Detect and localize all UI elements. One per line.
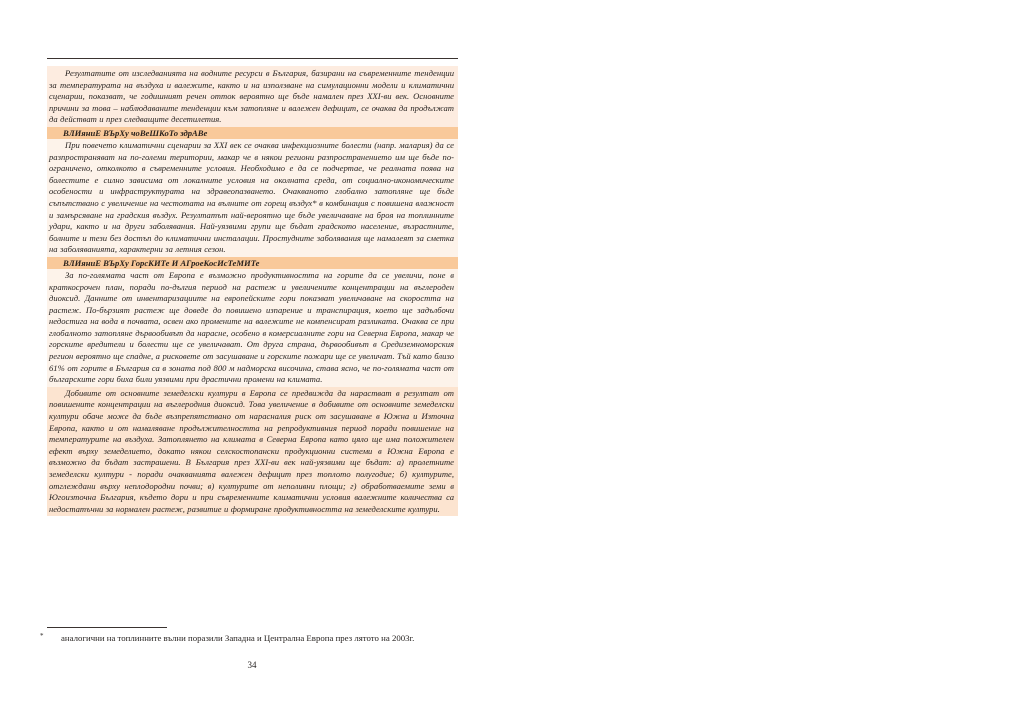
text-column bbox=[47, 66, 458, 516]
footnote-rule bbox=[47, 627, 167, 628]
top-rule bbox=[47, 58, 458, 59]
paragraph-forests: За по-голямата част от Европа е възможно продуктивността на горите да се увеличи, поне в краткосрочен план, поради по-дългия период на растеж и увеличените концентрации на въглероден диоксид. Данните от инвентаризациите на европейските гори показват увеличаване на скоростта на растеж. По-бързият растеж ще доведе до повишено изпарение и транспирация, което ще задълбочи недостига на вода в почвата, освен ако промените на валежите не компенсират разликата. Очаква се при глобалното затопляне дървообивът да нарасне, особено в комерсиалните гори на Северна Европа, макар че горските вредители и болести ще се увеличават. От друга страна, дървообивът в Средиземноморския регион вероятно ще спадне, а рисковете от засушаване и горските пожари ще се увеличат. Тъй като близо 61% от горите в България са в зоната под 800 м надморска височина, става ясно, че по-голямата част от българските гори биха били уязвими при драстични промени на климата. bbox=[47, 269, 458, 387]
paragraph-water-resources: Резултатите от изследванията на водните ресурси в България, базирани на съвременните тенденции за температурата на въздуха и валежите, както и на използване на симулационни модели и климатични сценарии, показват, че годишният речен отток вероятно ще бъде намален през XXI-ви век. Основните причини за това – наблюдаваните тенденции към затопляне и валежен дефицит, се очаква да продължат да действат и през следващите десетилетия. bbox=[47, 66, 458, 127]
footnote-text: аналогични на топлинните вълни поразили Западна и Централна Европа през лятото на 2003г. bbox=[61, 633, 415, 643]
paragraph-agriculture: Добивите от основните земеделски култури в Европа се предвижда да нарастват в резултат от повишените концентрации на въглеродния диоксид. Това увеличение в добивите от основните земеделски култури обаче може да бъде възпрепятствано от нарасналия риск от засушаване в Южна и Източна Европа, както и от намаляване продължителността на репродуктивния период поради повишение на температурите на въздуха. Затоплянето на климата в Северна Европа като цяло ще има положителен ефект върху земеделието, докато някои селскостопански продукционни системи в Южна Европа е възможно да бъдат застрашени. В България през XXI-ви век най-уязвими ще бъдат: а) пролетните земеделски култури - поради очакванията валежен дефицит през топлото полугодие; б) културите, отглеждани върху неплодородни почви; в) културите от неполивни площи; г) обработваемите земи в Югоизточна България, където дори и при съвременните климатични условия валежните количества са недостатъчни за нормален растеж, развитие и формиране продуктивността на земеделските култури. bbox=[47, 387, 458, 517]
paragraph-human-health: При повечето климатични сценарии за XXI век се очаква инфекциозните болести (напр. малария) да се разпространяват на по-големи територии, макар че в някои региони разпространението им ще бъде по-ограничено, отколкото в съвременните условия. Необходимо е да се подчертае, че реалната поява на болестите е силно зависима от локалните условия на околната среда, от социално-икономическите особености и инфраструктурата на здравеопазването. Очакваното глобално затопляне ще бъде съпътствано с увеличение на честотата на вълните от горещ въздух* в комбинация с повишена влажност и замърсяване на градския въздух. Резултатът най-вероятно ще бъде увеличаване на броя на топлинните удари, както и на други заболявания. Най-уязвими групи ще бъдат градското население, възрастните, болните и тези без достъп до климатични инсталации. Простудните заболявания ще намалеят за сметка на заболяванията, характерни за летния сезон. bbox=[47, 139, 458, 257]
footnote-mark: * bbox=[40, 632, 44, 640]
heading-human-health: ВЛИяниЕ ВЪрХу чоВеШКоТо здрАВе bbox=[47, 127, 458, 139]
footnote bbox=[40, 632, 470, 646]
heading-forests-agroecosystems: ВЛИяниЕ ВЪрХу ГорсКИТе И АГроеКосИсТеМИТе bbox=[47, 257, 458, 269]
page-number: 34 bbox=[247, 660, 257, 670]
